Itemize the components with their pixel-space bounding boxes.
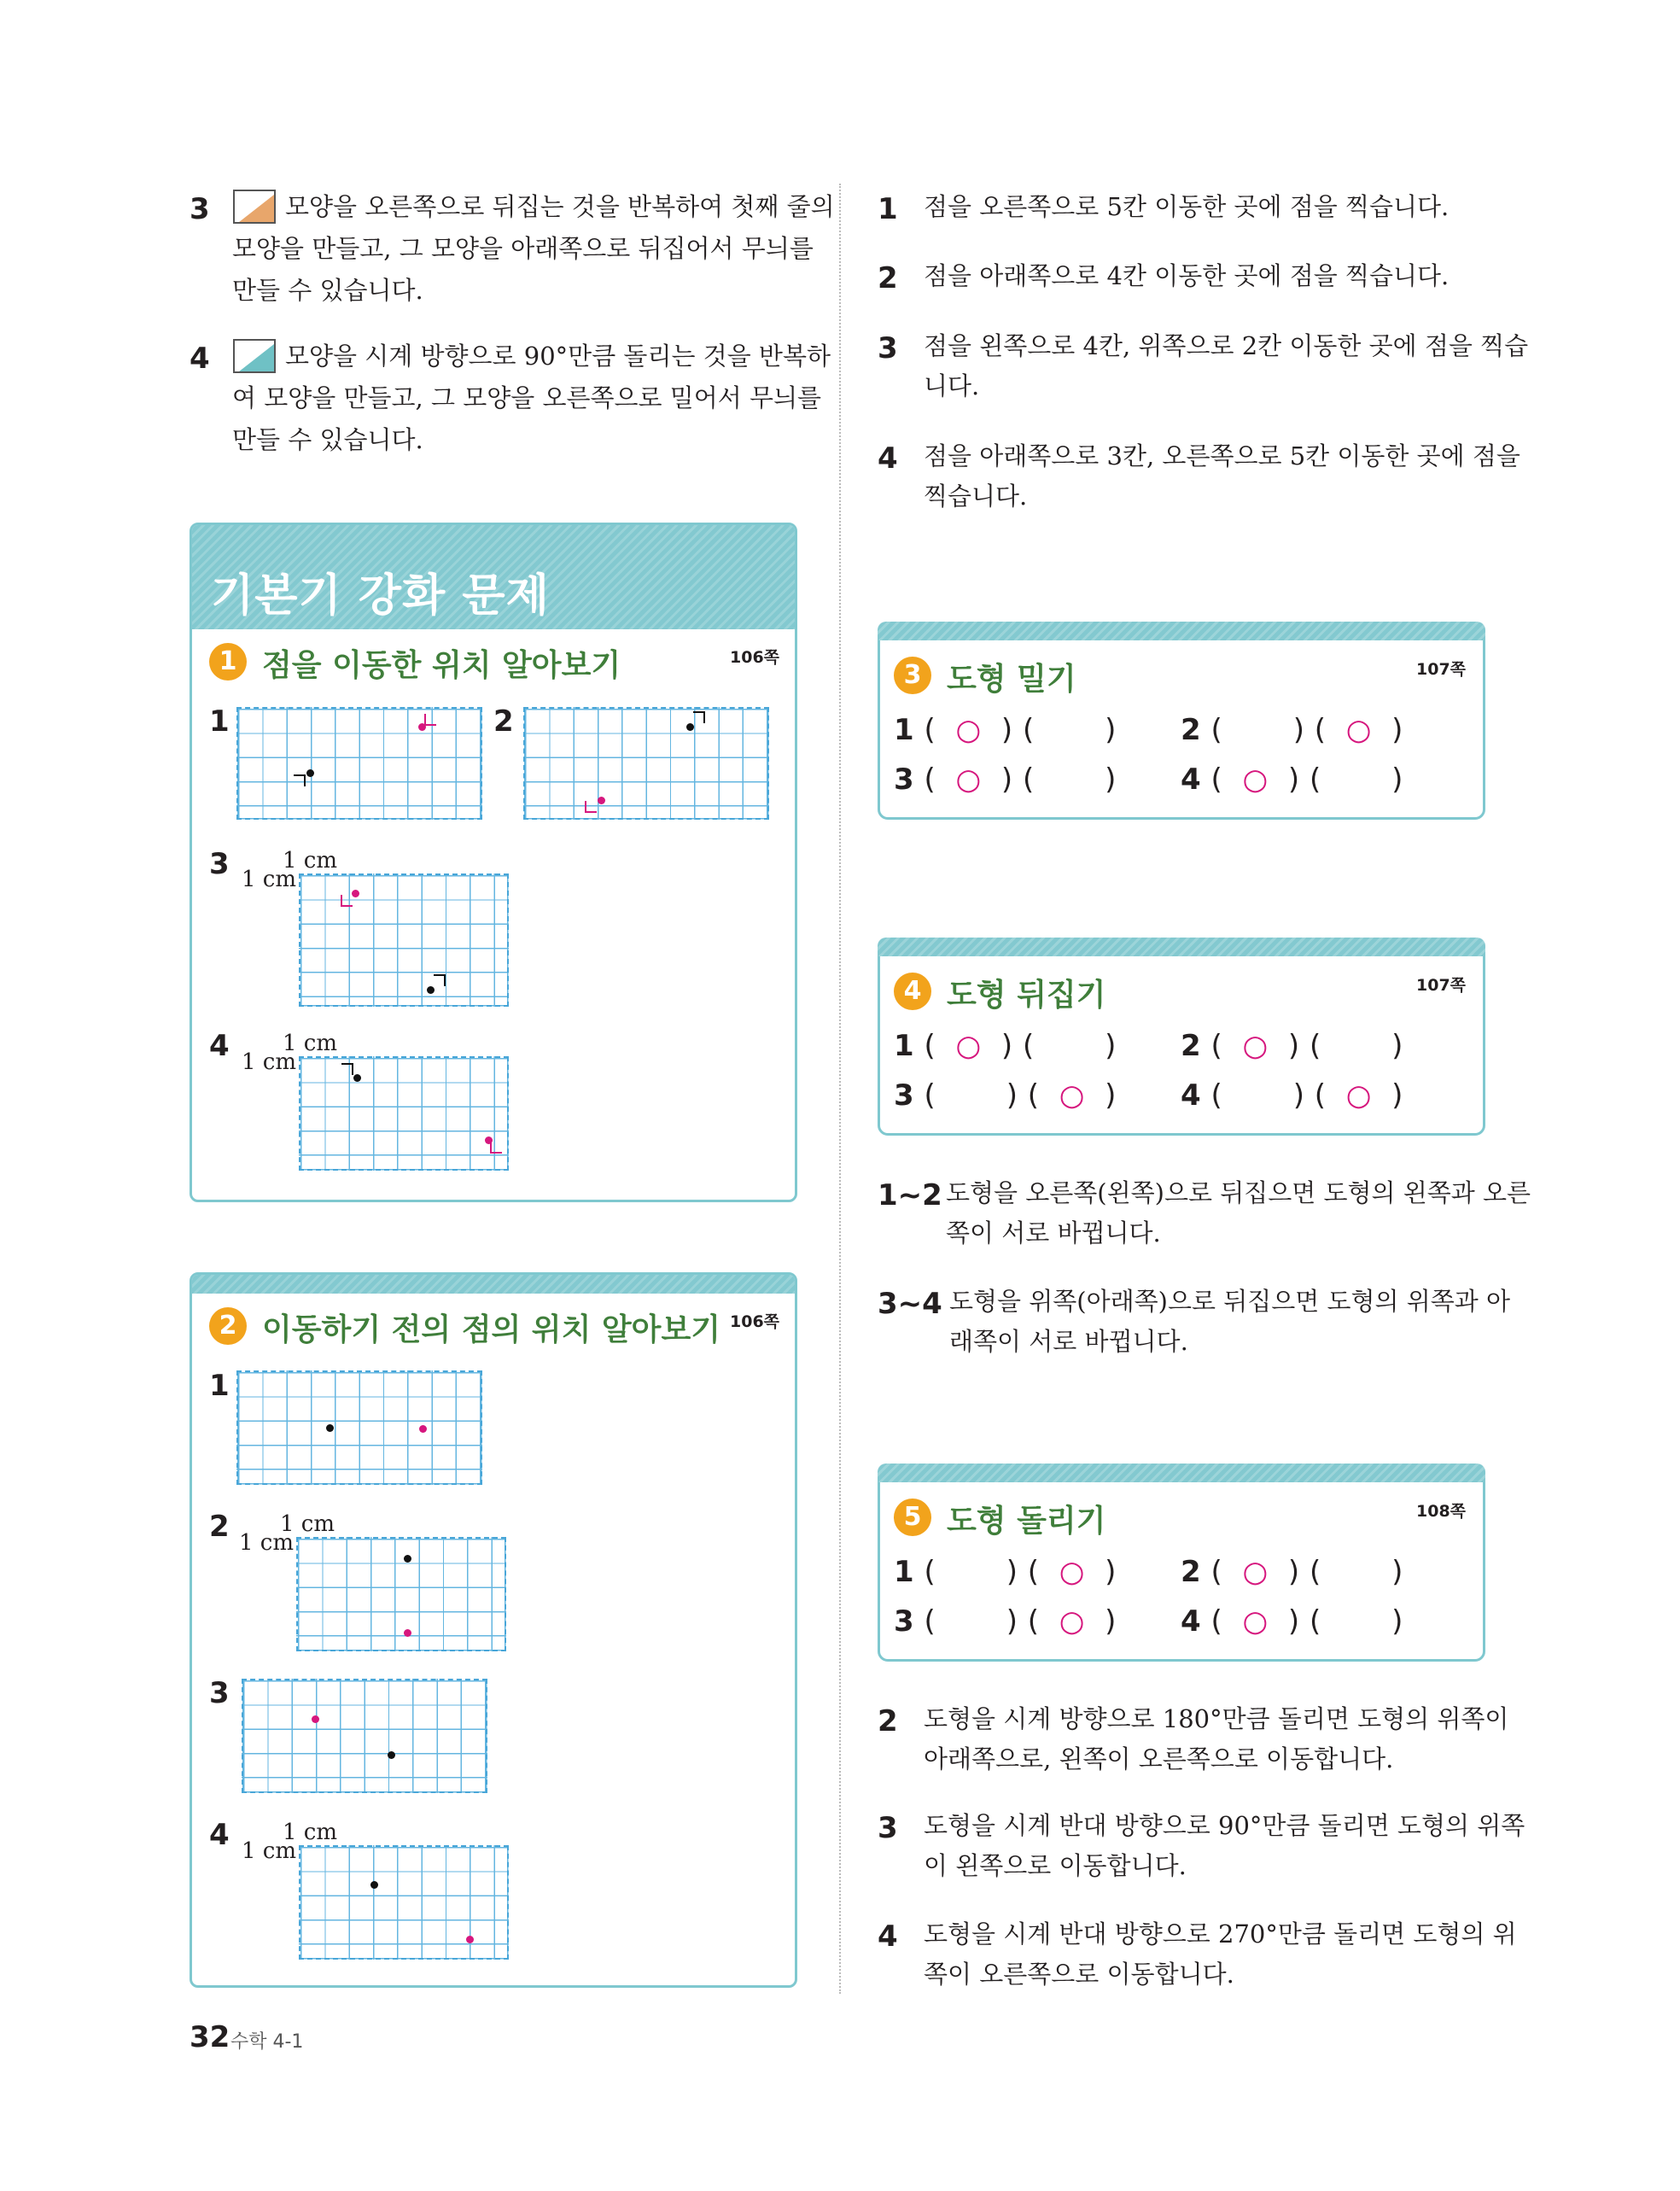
dot-grid bbox=[299, 873, 509, 1007]
unit-label: 1 cm bbox=[242, 867, 297, 892]
page-ref: 107쪽 bbox=[1416, 660, 1467, 679]
answer-circle: ○ bbox=[955, 713, 982, 747]
problem-number: 3 bbox=[209, 1676, 230, 1710]
original-dot bbox=[388, 1751, 395, 1759]
unit-label: 1 cm bbox=[283, 848, 338, 873]
answer-row: 4 ( ○ ) ( ) bbox=[1181, 1604, 1403, 1639]
moved-dot bbox=[404, 1629, 411, 1637]
item-text-line: 찍습니다. bbox=[924, 482, 1028, 511]
answer-row: 4 ( ○ ) ( ) bbox=[1181, 762, 1403, 797]
practice-section-2 bbox=[190, 1272, 797, 1988]
moved-dot bbox=[598, 797, 605, 804]
item-text-line: 점을 아래쪽으로 4칸 이동한 곳에 점을 찍습니다. bbox=[924, 261, 1450, 290]
moved-dot bbox=[466, 1936, 474, 1943]
half-triangle-teal-icon bbox=[233, 339, 276, 373]
unit-label: 1 cm bbox=[283, 1031, 338, 1056]
answer-row: 2 ( ) ( ○ ) bbox=[1181, 713, 1403, 747]
original-dot bbox=[326, 1424, 334, 1432]
answer-circle: ○ bbox=[1345, 1078, 1372, 1113]
answer-circle: ○ bbox=[1242, 762, 1269, 797]
sub-title-1: 점을 이동한 위치 알아보기 bbox=[262, 648, 621, 683]
dot-grid bbox=[236, 707, 482, 820]
practice-section-1 bbox=[190, 523, 797, 1202]
problem-number: 4 bbox=[209, 1818, 230, 1852]
badge-2: 2 bbox=[209, 1307, 247, 1345]
box-strip bbox=[878, 938, 1485, 956]
dot-grid bbox=[242, 1679, 487, 1793]
item-number: 4 bbox=[878, 441, 898, 476]
answer-box-4 bbox=[878, 938, 1485, 1136]
dot-grid bbox=[523, 707, 769, 820]
page-ref: 108쪽 bbox=[1416, 1502, 1467, 1521]
half-triangle-orange-icon bbox=[233, 190, 276, 224]
badge-3: 3 bbox=[894, 657, 931, 694]
moved-dot bbox=[312, 1715, 319, 1723]
box-title: 도형 돌리기 bbox=[947, 1504, 1106, 1539]
item-text-line: 만들 수 있습니다. bbox=[232, 425, 423, 454]
item-text-line: 여 모양을 만들고, 그 모양을 오른쪽으로 밀어서 무늬를 bbox=[232, 383, 822, 412]
item-text-line: 아래쪽으로, 왼쪽이 오른쪽으로 이동합니다. bbox=[924, 1744, 1394, 1773]
corner-mark bbox=[433, 974, 446, 988]
corner-mark bbox=[293, 774, 306, 788]
note-text-line: 래쪽이 서로 바뀝니다. bbox=[949, 1327, 1188, 1356]
unit-label: 1 cm bbox=[242, 1049, 297, 1075]
page-number: 32 bbox=[190, 2020, 230, 2054]
unit-label: 1 cm bbox=[283, 1820, 338, 1845]
box-strip bbox=[878, 1464, 1485, 1482]
answer-row: 3 ( ) ( ○ ) bbox=[894, 1078, 1117, 1113]
item-number: 3 bbox=[190, 192, 210, 226]
section-title: 기본기 강화 문제 bbox=[211, 570, 550, 622]
answer-circle: ○ bbox=[1242, 1029, 1269, 1063]
corner-mark bbox=[341, 894, 354, 908]
answer-row: 3 ( ○ ) ( ) bbox=[894, 762, 1117, 797]
problem-number: 4 bbox=[209, 1029, 230, 1063]
note-number: 3~4 bbox=[878, 1287, 942, 1321]
problem-number: 2 bbox=[209, 1510, 230, 1544]
problem-number: 1 bbox=[209, 1369, 230, 1403]
item-text-line: 모양을 만들고, 그 모양을 아래쪽으로 뒤집어서 무늬를 bbox=[232, 234, 814, 263]
answer-circle: ○ bbox=[1059, 1555, 1085, 1589]
dot-grid bbox=[236, 1370, 482, 1485]
answer-circle: ○ bbox=[1242, 1604, 1269, 1639]
note-number: 1~2 bbox=[878, 1178, 942, 1212]
column-divider bbox=[839, 184, 841, 1994]
item-number: 4 bbox=[878, 1919, 898, 1954]
page-ref: 106쪽 bbox=[730, 648, 780, 667]
answer-circle: ○ bbox=[1242, 1555, 1269, 1589]
page-ref: 106쪽 bbox=[730, 1312, 780, 1331]
item-text-line: 도형을 시계 방향으로 180°만큼 돌리면 도형의 위쪽이 bbox=[924, 1704, 1509, 1733]
item-number: 3 bbox=[878, 1811, 898, 1845]
answer-box-3 bbox=[878, 622, 1485, 820]
item-text-line: 이 왼쪽으로 이동합니다. bbox=[924, 1851, 1187, 1880]
item-text-line: 모양을 시계 방향으로 90°만큼 돌리는 것을 반복하 bbox=[285, 342, 831, 371]
box-title: 도형 밀기 bbox=[947, 662, 1076, 697]
box-strip bbox=[878, 622, 1485, 640]
answer-circle: ○ bbox=[1345, 713, 1372, 747]
section-header-strip bbox=[192, 1275, 795, 1294]
book-title: 수학 4-1 bbox=[230, 2031, 304, 2053]
original-dot bbox=[404, 1555, 411, 1563]
answer-circle: ○ bbox=[955, 1029, 982, 1063]
answer-row: 1 ( ○ ) ( ) bbox=[894, 713, 1117, 747]
item-number: 4 bbox=[190, 342, 210, 376]
answer-row: 4 ( ) ( ○ ) bbox=[1181, 1078, 1403, 1113]
badge-1: 1 bbox=[209, 643, 247, 681]
badge-5: 5 bbox=[894, 1499, 931, 1536]
item-text-line: 쪽이 오른쪽으로 이동합니다. bbox=[924, 1960, 1234, 1989]
original-dot bbox=[370, 1881, 378, 1889]
item-text-line: 점을 오른쪽으로 5칸 이동한 곳에 점을 찍습니다. bbox=[924, 192, 1450, 221]
corner-mark bbox=[490, 1141, 504, 1154]
answer-circle: ○ bbox=[955, 762, 982, 797]
corner-mark bbox=[341, 1063, 354, 1077]
note-text-line: 도형을 위쪽(아래쪽)으로 뒤집으면 도형의 위쪽과 아 bbox=[949, 1287, 1511, 1316]
moved-dot bbox=[419, 1425, 427, 1433]
note-text-line: 도형을 오른쪽(왼쪽)으로 뒤집으면 도형의 왼쪽과 오른 bbox=[946, 1178, 1531, 1207]
badge-4: 4 bbox=[894, 973, 931, 1010]
answer-row: 2 ( ○ ) ( ) bbox=[1181, 1029, 1403, 1063]
answer-circle: ○ bbox=[1059, 1078, 1085, 1113]
answer-circle: ○ bbox=[1059, 1604, 1085, 1639]
sub-title-2: 이동하기 전의 점의 위치 알아보기 bbox=[262, 1312, 720, 1347]
unit-label: 1 cm bbox=[242, 1838, 297, 1864]
problem-number: 2 bbox=[493, 704, 514, 739]
unit-label: 1 cm bbox=[280, 1511, 335, 1537]
item-number: 2 bbox=[878, 1704, 898, 1738]
original-dot bbox=[353, 1074, 361, 1082]
item-text-line: 만들 수 있습니다. bbox=[232, 276, 423, 305]
answer-row: 2 ( ○ ) ( ) bbox=[1181, 1555, 1403, 1589]
item-number: 2 bbox=[878, 261, 898, 295]
item-number: 3 bbox=[878, 331, 898, 365]
problem-number: 3 bbox=[209, 847, 230, 881]
answer-row: 3 ( ) ( ○ ) bbox=[894, 1604, 1117, 1639]
item-text-line: 점을 아래쪽으로 3칸, 오른쪽으로 5칸 이동한 곳에 점을 bbox=[924, 441, 1520, 470]
corner-mark bbox=[585, 800, 598, 814]
item-number: 1 bbox=[878, 192, 898, 226]
corner-mark bbox=[692, 711, 706, 725]
item-text-line: 니다. bbox=[924, 371, 980, 400]
note-text-line: 쪽이 서로 바뀝니다. bbox=[946, 1218, 1161, 1247]
unit-label: 1 cm bbox=[239, 1530, 295, 1556]
item-text-line: 도형을 시계 반대 방향으로 90°만큼 돌리면 도형의 위쪽 bbox=[924, 1811, 1525, 1840]
item-text-line: 모양을 오른쪽으로 뒤집는 것을 반복하여 첫째 줄의 bbox=[285, 192, 835, 221]
page-ref: 107쪽 bbox=[1416, 976, 1467, 995]
corner-mark bbox=[424, 713, 438, 727]
box-title: 도형 뒤집기 bbox=[947, 978, 1106, 1013]
dot-grid bbox=[299, 1056, 509, 1171]
problem-number: 1 bbox=[209, 704, 230, 739]
answer-box-5 bbox=[878, 1464, 1485, 1662]
item-text-line: 도형을 시계 반대 방향으로 270°만큼 돌리면 도형의 위 bbox=[924, 1919, 1517, 1949]
item-text-line: 점을 왼쪽으로 4칸, 위쪽으로 2칸 이동한 곳에 점을 찍습 bbox=[924, 331, 1529, 360]
dot-grid bbox=[296, 1537, 506, 1651]
answer-row: 1 ( ○ ) ( ) bbox=[894, 1029, 1117, 1063]
section-header bbox=[192, 525, 795, 629]
answer-row: 1 ( ) ( ○ ) bbox=[894, 1555, 1117, 1589]
dot-grid bbox=[299, 1845, 509, 1960]
original-dot bbox=[306, 769, 314, 777]
